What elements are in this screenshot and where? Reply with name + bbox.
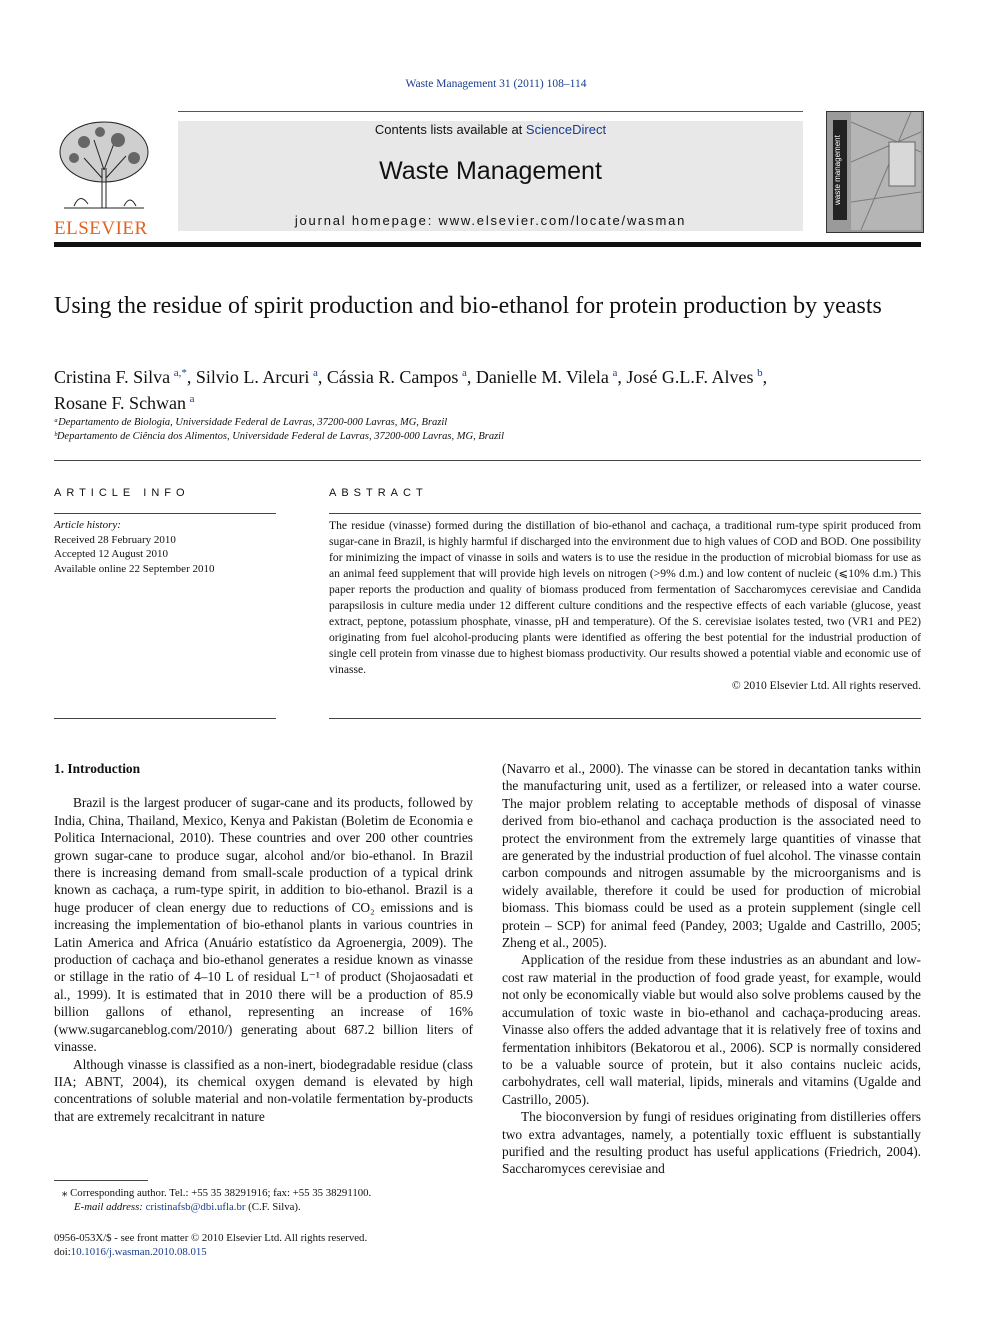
email-suffix: (C.F. Silva). (245, 1201, 301, 1213)
abstract-text (329, 518, 921, 694)
received-date: Received 28 February 2010 (54, 533, 176, 546)
email-label: E-mail address: (74, 1201, 146, 1213)
body-paragraph: (Navarro et al., 2000). The vinasse can be stored in decantation tanks within the manufacturing unit, used as a fertilizer, or released into a water course. The major problem relating to acceptable methods of disposal of vinasse derived from bio-ethanol and cachaça production is the associated need to protect the environment from the extremely large quantities of vinasse that are generated by the industrial production of fuel alcohol. The vinasse contain carbon compounds and nitrogen assumable by the microorganisms and is widely available, therefore it could be used for production of microbial biomass. This biomass could be used as a protein supplement (single cell protein – SCP) for animal feed (Pandey, 2003; Ugalde and Castrillo, 2005; Zheng et al., 2005). (502, 761, 921, 951)
author-name: Silvio L. Arcuri (195, 367, 310, 387)
corresponding-author: ⁎ Corresponding author. Tel.: +55 35 38291916; fax: +55 35 38291100. (62, 1187, 372, 1199)
body-paragraph: Although vinasse is classified as a non-inert, biodegradable residue (class IIA; ABNT, 2004), its chemical oxygen demand is elevated by high concentrations of soluble material and non-volatile fermentation by-products that are extremely recalcitrant in nature (54, 1056, 473, 1124)
author-affiliation-mark[interactable]: a,* (173, 367, 187, 379)
divider (54, 718, 276, 719)
header-top-rule (178, 111, 803, 112)
author-email-link[interactable]: cristinafsb@dbi.ufla.br (145, 1201, 246, 1213)
article-info-heading: ARTICLE INFO (54, 487, 190, 499)
section-heading-introduction: 1. Introduction (54, 761, 141, 776)
doi-label: doi: (54, 1246, 71, 1258)
front-matter (54, 1231, 494, 1259)
body-paragraph: The bioconversion by fungi of residues originating from distilleries offers two extra advantages, namely, a potentially toxic effluent is substantially purified and the resulting product has useful applications (Friedrich, 2004). Saccharomyces cerevisiae and (502, 1109, 921, 1177)
cover-title: waste management (833, 120, 847, 220)
body-left-column (54, 760, 473, 1125)
divider (54, 460, 921, 461)
author-list: Cristina F. Silva $^{a,*}$, Silvio L. Arcuri $^a$, Cássia R. Campos $^a$, Danielle M. Vilela $^a$, José G.L.F. Alves $^b$, Rosane F. Schwan $^a$ (54, 367, 768, 413)
affiliation-a: ᵃDepartamento de Biologia, Universidade Federal de Lavras, 37200-000 Lavras, MG, Brazil (54, 417, 448, 428)
author-affiliation-mark[interactable]: a (189, 393, 195, 405)
article-title: Using the residue of spirit production and bio-ethanol for protein production by yeasts (54, 293, 882, 319)
issn-line: 0956-053X/$ - see front matter © 2010 Elsevier Ltd. All rights reserved. (54, 1232, 368, 1244)
author-affiliation-mark[interactable]: a (461, 367, 467, 379)
body-right-column (502, 760, 921, 1178)
abstract-copyright: © 2010 Elsevier Ltd. All rights reserved. (731, 679, 921, 692)
article-history (54, 518, 274, 576)
divider (329, 718, 921, 719)
author-name: Rosane F. Schwan (54, 393, 187, 413)
author-name: Cristina F. Silva (54, 367, 171, 387)
header-bottom-rule (54, 242, 921, 247)
elsevier-logo (54, 118, 154, 239)
journal-citation[interactable]: Waste Management 31 (2011) 108–114 (405, 78, 587, 90)
elsevier-tree-icon (54, 118, 154, 214)
author-name: Danielle M. Vilela (475, 367, 609, 387)
journal-name: Waste Management (379, 157, 602, 185)
author-affiliation-mark[interactable]: a (312, 367, 318, 379)
author-affiliation-mark[interactable]: b (757, 367, 763, 379)
divider (54, 513, 276, 514)
accepted-date: Accepted 12 August 2010 (54, 548, 168, 560)
author-name: Cássia R. Campos (326, 367, 459, 387)
abstract-heading: ABSTRACT (329, 487, 428, 499)
abstract-body: The residue (vinasse) formed during the distillation of bio-ethanol and cachaça, a traditional rum-type spirit produced from sugar-cane in Brazil, is highly harmful if discharged into the environment due to high values of COD and BOD. One possibility for minimizing the impact of vinasse in soils and waters is to use the residue in the production of microbial biomass for use as an animal feed supplement that will provide high levels on nitrogen (>9% d.m.) and low content of nucleic (⩽10% d.m.) This paper reports the production and quality of biomass produced from fermentation of Saccharomyces cerevisiae and Candida parapsilosis in culture media under 12 different culture conditions and the respective effects of each variable (glucose, yeast extract, peptone, potassium phosphate, vinasse, pH and temperature). Of the S. cerevisiae isolates tested, two (VR1 and PE2) originating from fuel alcohol-producing plants were identified as offering the best potential for the industrial production of single cell protein from vinasse due to highest biomass productivity. Our results showed a potential viable and economic use of vinasse. (329, 519, 922, 676)
journal-homepage[interactable]: journal homepage: www.elsevier.com/locate/wasman (294, 213, 687, 228)
journal-cover (826, 111, 924, 233)
doi-link[interactable]: 10.1016/j.wasman.2010.08.015 (70, 1246, 207, 1258)
online-date: Available online 22 September 2010 (54, 562, 215, 575)
contents-prefix: Contents lists available at (374, 122, 526, 137)
divider (329, 513, 921, 514)
affiliation-b: ᵇDepartamento de Ciência dos Alimentos, Universidade Federal de Lavras, 37200-000 Lavras, MG, Brazil (54, 431, 505, 442)
sciencedirect-link[interactable]: ScienceDirect (525, 122, 607, 137)
history-label: Article history: (54, 519, 121, 531)
corresponding-author-note (62, 1186, 482, 1214)
footnote-rule (54, 1180, 148, 1181)
contents-line (178, 122, 803, 138)
body-paragraph: Application of the residue from these industries as an abundant and low-cost raw material in the production of food grade yeast, for example, would not only be economically viable but would also solve problems caused by the accumulation of toxic waste in bio-ethanol and cachaça-producing areas. Vinasse also offers the added advantage that it is relatively free of toxins and fermentation inhibitors (Bekatorou et al., 2006). SCP is normally considered to be a valuable source of protein, but it also contains nucleic acids, carbohydrates, cell wall material, lipids, minerals and vitamins (Ugalde and Castrillo, 2005). (502, 952, 921, 1107)
cover-pattern-icon (851, 112, 921, 230)
body-paragraph: Brazil is the largest producer of sugar-cane and its products, followed by India, China, Thailand, Mexico, Kenya and Pakistan (Boletim de Economia e Politica Internacional, 2010). These countries and over 200 other countries grown sugar-cane to produce sugar, alcohol and/or bio-ethanol. In Brazil there is increasing demand from small-scale production of a typical drink known as cachaça, a rum-type spirit, in addition to bio-ethanol. Brazil is a huge producer of clean energy due to reductions of CO₂ emissions and is increasing the implementation of bio-ethanol plants in various countries in Latin America and Africa (Anuário estatístico da Agroenergia, 2009). The production of cachaça and bio-ethanol generates a residue known as vinasse or stillage in the ratio of 4–10 L of residual L⁻¹ of product (Shojaosadati et al., 1999). It is estimated that in 2010 there will be a production of 85.9 billion gallons of ethanol, representing an increase of 16% (www.sugarcaneblog.com/2010/) generating about 687.2 billion liters of vinasse. (54, 795, 473, 1055)
author-affiliation-mark[interactable]: a (612, 367, 618, 379)
author-name: José G.L.F. Alves (626, 367, 754, 387)
publisher-name: ELSEVIER (54, 218, 148, 239)
